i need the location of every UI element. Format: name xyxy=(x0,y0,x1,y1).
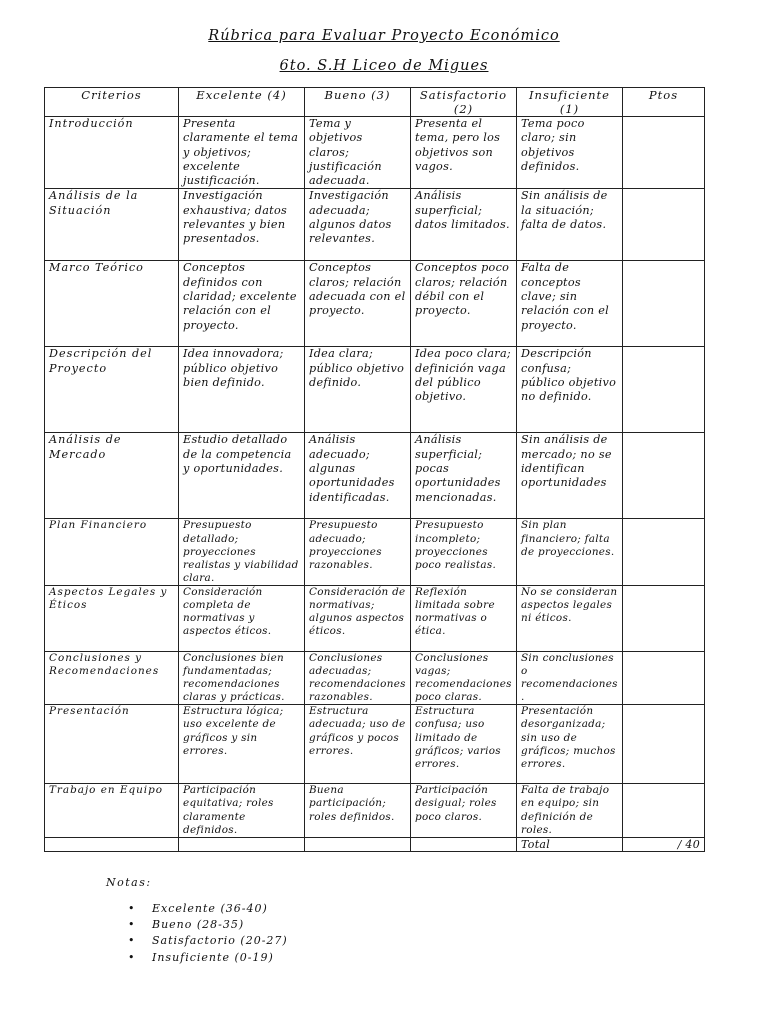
excelente-cell: Consideración completa de normativas y aspectos éticos. xyxy=(179,585,305,651)
list-item xyxy=(108,950,288,966)
excelente-cell: Participación equitativa; roles claramente definidos. xyxy=(179,784,305,837)
table-row xyxy=(45,189,705,261)
criterion-cell: Marco Teórico xyxy=(45,261,179,347)
bueno-cell: Conclusiones adecuadas; recomendaciones razonables. xyxy=(305,651,411,704)
insuficiente-cell: Falta de trabajo en equipo; sin definición de roles. xyxy=(517,784,623,837)
excelente-cell: Conceptos definidos con claridad; excelente relación con el proyecto. xyxy=(179,261,305,347)
bueno-cell: Buena participación; roles definidos. xyxy=(305,784,411,837)
excelente-cell: Estudio detallado de la competencia y oportunidades. xyxy=(179,433,305,519)
list-item xyxy=(108,933,288,949)
total-row xyxy=(45,837,705,851)
insuficiente-cell: No se consideran aspectos legales ni éticos. xyxy=(517,585,623,651)
table-header-row xyxy=(45,88,705,117)
criterion-cell: Trabajo en Equipo xyxy=(45,784,179,837)
table-row xyxy=(45,784,705,837)
bueno-cell: Investigación adecuada; algunos datos relevantes. xyxy=(305,189,411,261)
bullet-icon: • xyxy=(128,950,136,964)
criterion-cell: Descripción del Proyecto xyxy=(45,347,179,433)
criterion-cell: Aspectos Legales y Éticos xyxy=(45,585,179,651)
excelente-cell: Conclusiones bien fundamentadas; recomendaciones claras y prácticas. xyxy=(179,651,305,704)
satisfactorio-cell: Presupuesto incompleto; proyecciones poco realistas. xyxy=(411,519,517,585)
bueno-cell: Idea clara; público objetivo definido. xyxy=(305,347,411,433)
ptos-cell xyxy=(623,347,705,433)
criterion-cell: Plan Financiero xyxy=(45,519,179,585)
excelente-cell: Presupuesto detallado; proyecciones realistas y viabilidad clara. xyxy=(179,519,305,585)
note-text: Excelente (36-40) xyxy=(152,902,268,915)
ptos-cell xyxy=(623,705,705,784)
header-criterios: Criterios xyxy=(45,88,179,117)
bueno-cell: Análisis adecuado; algunas oportunidades identificadas. xyxy=(305,433,411,519)
header-insuficiente: Insuficiente (1) xyxy=(517,88,623,117)
table-row xyxy=(45,585,705,651)
total-value: / 40 xyxy=(623,837,705,851)
insuficiente-cell: Sin conclusiones o recomendaciones. xyxy=(517,651,623,704)
insuficiente-cell: Descripción confusa; público objetivo no definido. xyxy=(517,347,623,433)
notes-list xyxy=(108,901,288,966)
bueno-cell: Conceptos claros; relación adecuada con el proyecto. xyxy=(305,261,411,347)
criterion-cell: Conclusiones y Recomendaciones xyxy=(45,651,179,704)
satisfactorio-cell: Análisis superficial; datos limitados. xyxy=(411,189,517,261)
excelente-cell: Estructura lógica; uso excelente de gráficos y sin errores. xyxy=(179,705,305,784)
ptos-cell xyxy=(623,189,705,261)
table-row xyxy=(45,433,705,519)
satisfactorio-cell: Presenta el tema, pero los objetivos son vagos. xyxy=(411,117,517,189)
total-empty-cell xyxy=(45,837,179,851)
document-title: Rúbrica para Evaluar Proyecto Económico xyxy=(208,28,560,44)
bueno-cell: Estructura adecuada; uso de gráficos y pocos errores. xyxy=(305,705,411,784)
ptos-cell xyxy=(623,651,705,704)
insuficiente-cell: Sin análisis de mercado; no se identifican oportunidades xyxy=(517,433,623,519)
bullet-icon: • xyxy=(128,918,136,932)
ptos-cell xyxy=(623,117,705,189)
rubric-table xyxy=(44,87,705,852)
excelente-cell: Presenta claramente el tema y objetivos; excelente justificación. xyxy=(179,117,305,189)
table-row xyxy=(45,651,705,704)
total-label: Total xyxy=(517,837,623,851)
bullet-icon: • xyxy=(128,934,136,948)
header-bueno: Bueno (3) xyxy=(305,88,411,117)
note-text: Insuficiente (0-19) xyxy=(152,950,274,964)
total-empty-cell xyxy=(179,837,305,851)
bueno-cell: Presupuesto adecuado; proyecciones razonables. xyxy=(305,519,411,585)
total-empty-cell xyxy=(411,837,517,851)
ptos-cell xyxy=(623,519,705,585)
bueno-cell: Consideración de normativas; algunos aspectos éticos. xyxy=(305,585,411,651)
table-row xyxy=(45,261,705,347)
insuficiente-cell: Tema poco claro; sin objetivos definidos. xyxy=(517,117,623,189)
document-subtitle: 6to. S.H Liceo de Migues xyxy=(279,58,489,74)
total-empty-cell xyxy=(305,837,411,851)
notes-title: Notas: xyxy=(106,876,152,889)
table-row xyxy=(45,519,705,585)
satisfactorio-cell: Conclusiones vagas; recomendaciones poco claras. xyxy=(411,651,517,704)
bullet-icon: • xyxy=(128,902,136,915)
satisfactorio-cell: Análisis superficial; pocas oportunidades mencionadas. xyxy=(411,433,517,519)
criterion-cell: Análisis de Mercado xyxy=(45,433,179,519)
satisfactorio-cell: Reflexión limitada sobre normativas o ética. xyxy=(411,585,517,651)
list-item xyxy=(108,901,288,917)
table-row xyxy=(45,117,705,189)
satisfactorio-cell: Participación desigual; roles poco claros. xyxy=(411,784,517,837)
note-text: Satisfactorio (20-27) xyxy=(152,934,288,948)
criterion-cell: Introducción xyxy=(45,117,179,189)
header-satisfactorio: Satisfactorio (2) xyxy=(411,88,517,117)
satisfactorio-cell: Idea poco clara; definición vaga del público objetivo. xyxy=(411,347,517,433)
ptos-cell xyxy=(623,784,705,837)
note-text: Bueno (28-35) xyxy=(152,918,245,932)
satisfactorio-cell: Conceptos poco claros; relación débil con el proyecto. xyxy=(411,261,517,347)
insuficiente-cell: Presentación desorganizada; sin uso de gráficos; muchos errores. xyxy=(517,705,623,784)
excelente-cell: Investigación exhaustiva; datos relevantes y bien presentados. xyxy=(179,189,305,261)
insuficiente-cell: Sin análisis de la situación; falta de datos. xyxy=(517,189,623,261)
criterion-cell: Presentación xyxy=(45,705,179,784)
header-ptos: Ptos xyxy=(623,88,705,117)
ptos-cell xyxy=(623,261,705,347)
criterion-cell: Análisis de la Situación xyxy=(45,189,179,261)
bueno-cell: Tema y objetivos claros; justificación adecuada. xyxy=(305,117,411,189)
satisfactorio-cell: Estructura confusa; uso limitado de gráficos; varios errores. xyxy=(411,705,517,784)
table-row xyxy=(45,705,705,784)
header-excelente: Excelente (4) xyxy=(179,88,305,117)
ptos-cell xyxy=(623,433,705,519)
ptos-cell xyxy=(623,585,705,651)
table-row xyxy=(45,347,705,433)
excelente-cell: Idea innovadora; público objetivo bien definido. xyxy=(179,347,305,433)
list-item xyxy=(108,917,288,933)
insuficiente-cell: Falta de conceptos clave; sin relación con el proyecto. xyxy=(517,261,623,347)
insuficiente-cell: Sin plan financiero; falta de proyecciones. xyxy=(517,519,623,585)
